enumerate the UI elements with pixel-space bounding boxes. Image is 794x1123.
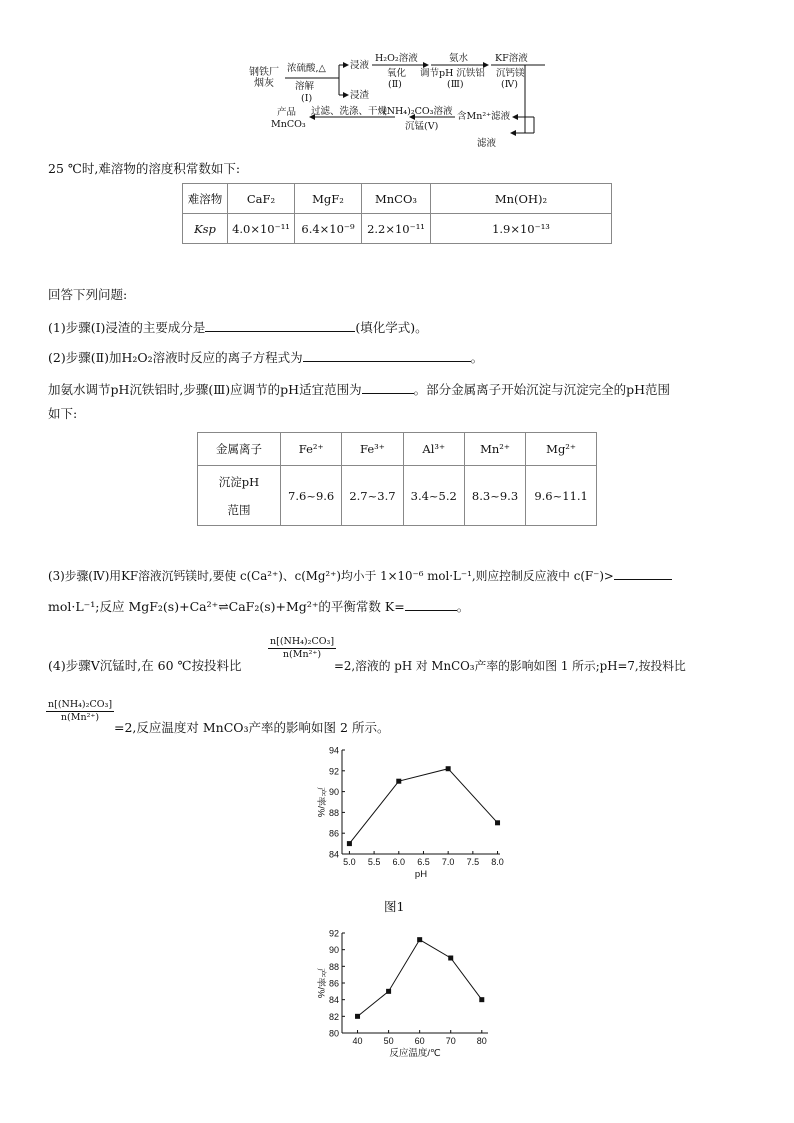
ksp-header: MnCO₃ <box>362 184 431 214</box>
y-axis-label: 产率/% <box>315 786 326 818</box>
data-point <box>495 820 500 825</box>
flow-kf: KF溶液 <box>495 53 528 64</box>
q2-before: (2)步骤(Ⅱ)加H₂O₂溶液时反应的离子方程式为 <box>48 350 303 365</box>
flow-ops: 过滤、洗涤、干燥 <box>311 106 388 117</box>
q4-part-b: =2,溶液的 pH 对 MnCO₃产率的影响如图 1 所示;pH=7,按投料比 <box>334 659 686 673</box>
series-line <box>349 769 497 844</box>
q2b-before: 加氨水调节pH沉铁铝时,步骤(Ⅲ)应调节的pH适宜范围为 <box>48 382 362 397</box>
q4-ratio-fraction-1 <box>268 636 336 661</box>
question-3 <box>48 566 672 584</box>
chart-ph-yield <box>290 742 510 887</box>
q4-part-c: =2,反应温度对 MnCO₃产率的影响如图 2 所示。 <box>114 720 390 735</box>
y-tick-label: 88 <box>328 807 339 818</box>
chart1-caption: 图1 <box>384 899 405 914</box>
y-tick-label: 92 <box>328 928 339 939</box>
data-point <box>355 1014 360 1019</box>
q3-line2a: mol·L⁻¹;反应 MgF₂(s)+Ca²⁺⇌CaF₂(s)+Mg²⁺的平衡常数 K= <box>48 599 405 614</box>
data-point <box>417 937 422 942</box>
x-tick-label: 70 <box>445 1036 456 1046</box>
data-point <box>386 989 391 994</box>
x-tick-label: 5.5 <box>367 857 381 867</box>
q2-after: 。 <box>470 350 484 365</box>
ph-row-label-line2: 范围 <box>227 502 251 517</box>
ph-row-label-line1: 沉淀pH <box>218 474 260 489</box>
y-tick-label: 82 <box>328 1011 339 1022</box>
ph-value: 7.6~9.6 <box>281 466 342 526</box>
flow-product: 产品 <box>277 107 297 118</box>
question-2b <box>48 380 670 398</box>
ksp-header: 难溶物 <box>183 184 228 214</box>
flow-step3: (Ⅲ) <box>447 79 464 90</box>
q3-answer-blank-2[interactable] <box>405 597 457 611</box>
x-tick-label: 50 <box>383 1036 394 1046</box>
fraction-numerator: n[(NH₄)₂CO₃] <box>48 699 113 710</box>
flow-filtrate-mn: 含Mn²⁺滤液 <box>457 111 511 122</box>
flow-ammonia: 氨水 <box>449 53 469 64</box>
fraction-numerator: n[(NH₄)₂CO₃] <box>270 636 335 647</box>
data-point <box>448 956 453 961</box>
y-tick-label: 90 <box>328 945 339 956</box>
x-tick-label: 7.5 <box>466 857 480 867</box>
x-tick-label: 6.5 <box>417 857 430 867</box>
data-point <box>347 841 352 846</box>
y-tick-label: 86 <box>328 978 339 989</box>
question-3-line2 <box>48 597 469 615</box>
flow-h2o2: H₂O₂溶液 <box>375 53 418 64</box>
flow-leachate: 浸液 <box>350 60 370 71</box>
ksp-value: 1.9×10⁻¹³ <box>431 214 612 244</box>
ph-row-label <box>198 466 281 526</box>
flow-filtrate: 滤液 <box>477 138 497 149</box>
flow-step4: (Ⅳ) <box>501 79 518 90</box>
y-tick-label: 88 <box>328 961 339 972</box>
x-axis-label: 反应温度/℃ <box>389 1048 441 1059</box>
question-1 <box>48 318 428 336</box>
y-tick-label: 94 <box>328 745 339 756</box>
x-tick-label: 8.0 <box>491 857 504 867</box>
q1-answer-blank[interactable] <box>205 318 355 332</box>
flow-adjust: 调节pH 沉铁铝 <box>420 68 485 79</box>
flow-raw: 钢铁厂烟灰 <box>249 67 279 89</box>
y-tick-label: 92 <box>328 766 339 777</box>
question-2 <box>48 348 483 366</box>
q2-answer-blank[interactable] <box>303 348 471 362</box>
ksp-header: MgF₂ <box>295 184 362 214</box>
x-tick-label: 5.0 <box>343 857 356 867</box>
ph-value: 2.7~3.7 <box>342 466 403 526</box>
y-tick-label: 84 <box>328 849 339 860</box>
x-tick-label: 6.0 <box>392 857 406 867</box>
flow-nh4: (NH₄)₂CO₃溶液 <box>383 106 453 117</box>
series-line <box>358 940 482 1017</box>
flow-precip: 沉锰(Ⅴ) <box>405 121 439 132</box>
ksp-row-label: Ksp <box>183 214 228 244</box>
data-point <box>446 766 451 771</box>
flow-residue: 浸渣 <box>350 90 370 101</box>
q3-line2b: 。 <box>456 599 470 614</box>
ksp-header: Mn(OH)₂ <box>431 184 612 214</box>
ph-value: 8.3~9.3 <box>464 466 525 526</box>
prompt-text: 回答下列问题: <box>48 287 128 302</box>
y-tick-label: 86 <box>328 828 339 839</box>
ksp-table <box>182 183 612 244</box>
y-tick-label: 84 <box>328 995 339 1006</box>
q4-part-a: (4)步骤Ⅴ沉锰时,在 60 ℃按投料比 <box>48 658 242 673</box>
x-tick-label: 40 <box>352 1036 363 1046</box>
ph-header: Al³⁺ <box>403 433 464 466</box>
x-tick-label: 7.0 <box>441 857 455 867</box>
ph-header: Fe³⁺ <box>342 433 403 466</box>
q3-line1: (3)步骤(Ⅳ)用KF溶液沉钙镁时,要使 c(Ca²⁺)、c(Mg²⁺)均小于 1×10⁻⁶ mol·L⁻¹,则应控制反应液中 c(F⁻)> <box>48 569 614 583</box>
ksp-value: 2.2×10⁻¹¹ <box>362 214 431 244</box>
fraction-denominator: n(Mn²⁺) <box>60 712 100 723</box>
y-tick-label: 80 <box>328 1028 339 1039</box>
q4-ratio-fraction-2 <box>46 699 114 724</box>
ph-header: Fe²⁺ <box>281 433 342 466</box>
fraction-denominator: n(Mn²⁺) <box>282 649 322 660</box>
process-flowchart <box>245 50 555 155</box>
chart-temperature-yield <box>290 923 510 1063</box>
ksp-value: 4.0×10⁻¹¹ <box>228 214 295 244</box>
q2b-after: 。部分金属离子开始沉淀与沉淀完全的pH范围 <box>413 382 670 397</box>
intro-text: 25 ℃时,难溶物的溶度积常数如下: <box>48 161 241 176</box>
ksp-header: CaF₂ <box>228 184 295 214</box>
ph-header: 金属离子 <box>198 433 281 466</box>
ph-header: Mn²⁺ <box>464 433 525 466</box>
data-point <box>479 997 484 1002</box>
ksp-value: 6.4×10⁻⁹ <box>295 214 362 244</box>
flow-step1: (Ⅰ) <box>301 93 313 104</box>
flow-acid: 浓硫酸,△ <box>287 63 326 74</box>
ph-table <box>197 432 597 526</box>
y-tick-label: 90 <box>328 787 339 798</box>
ph-header: Mg²⁺ <box>526 433 597 466</box>
question-2b-line2: 如下: <box>48 406 78 421</box>
q1-before: (1)步骤(Ⅰ)浸渣的主要成分是 <box>48 320 206 335</box>
q2b-answer-blank[interactable] <box>362 380 414 394</box>
q1-after: (填化学式)。 <box>355 320 428 335</box>
ph-value: 9.6~11.1 <box>526 466 597 526</box>
flow-oxidize: 氧化 <box>387 68 407 79</box>
y-axis-label: 产率/% <box>315 967 326 999</box>
x-tick-label: 60 <box>414 1036 425 1046</box>
data-point <box>396 779 401 784</box>
x-tick-label: 80 <box>476 1036 487 1046</box>
flow-step2: (Ⅱ) <box>388 79 402 90</box>
q3-answer-blank-1[interactable] <box>614 566 672 580</box>
flow-product-formula: MnCO₃ <box>271 119 306 130</box>
ph-value: 3.4~5.2 <box>403 466 464 526</box>
flow-remove: 沉钙镁 <box>496 68 525 79</box>
flow-dissolve: 溶解 <box>295 81 315 92</box>
x-axis-label: pH <box>414 869 428 880</box>
